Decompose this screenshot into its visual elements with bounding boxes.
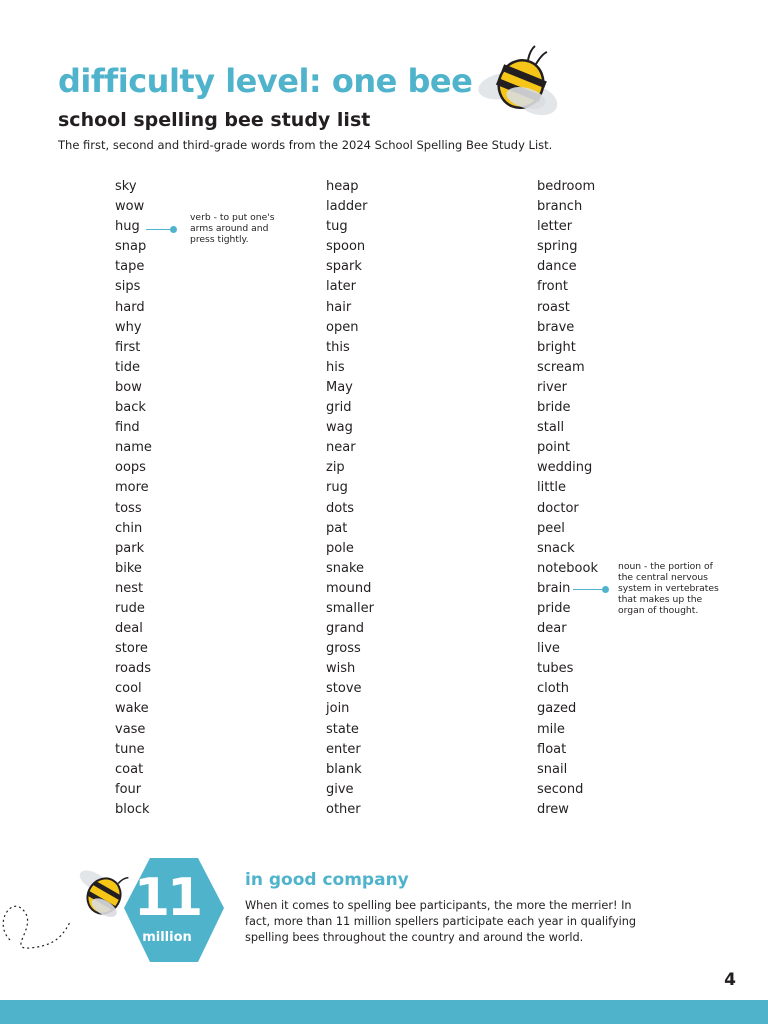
spelling-word: name <box>115 440 152 456</box>
spelling-word: oops <box>115 460 146 476</box>
spelling-word: brave <box>537 319 575 335</box>
spelling-word: park <box>115 540 145 556</box>
spelling-word: gazed <box>537 701 577 717</box>
spelling-word: sky <box>115 179 137 194</box>
spelling-word: coat <box>115 761 144 777</box>
spelling-word: rude <box>115 600 145 616</box>
footer-bar <box>0 1000 768 1024</box>
spelling-word: pride <box>537 600 571 616</box>
connector-dot <box>602 586 609 593</box>
stat-heading: in good company <box>245 870 409 890</box>
spelling-word: doctor <box>537 500 579 516</box>
spelling-word: this <box>326 339 350 355</box>
list-description: The first, second and third-grade words from the 2024 School Spelling Bee Study List. <box>58 138 553 152</box>
spelling-word: snail <box>537 761 568 777</box>
brain-definition-note: noun - the portion of the central nervous system in vertebrates that makes up the organ of thought. <box>618 561 719 616</box>
hug-annotation-connector <box>146 229 174 230</box>
spelling-word: give <box>326 781 354 797</box>
spelling-word: blank <box>326 761 362 777</box>
spelling-word: deal <box>115 621 143 637</box>
spelling-word: brain <box>537 580 571 596</box>
spelling-word: open <box>326 319 359 335</box>
spelling-word: ladder <box>326 199 368 215</box>
spelling-word: vase <box>115 721 146 737</box>
spelling-word: other <box>326 801 361 817</box>
spelling-word: near <box>326 440 356 456</box>
word-column-3 <box>537 177 598 820</box>
spelling-word: wake <box>115 701 149 717</box>
spelling-word: drew <box>537 801 569 817</box>
spelling-word: grand <box>326 621 365 637</box>
spelling-word: rug <box>326 480 348 496</box>
spelling-word: spoon <box>326 239 366 255</box>
spelling-word: snap <box>115 239 147 255</box>
page-title: difficulty level: one bee <box>58 62 473 100</box>
spelling-word: pat <box>326 520 348 536</box>
spelling-word: first <box>115 339 141 355</box>
spelling-word: bedroom <box>537 179 596 194</box>
list-subtitle: school spelling bee study list <box>58 109 371 131</box>
bee-icon <box>476 42 566 122</box>
spelling-word: later <box>326 279 357 295</box>
connector-dot <box>170 226 177 233</box>
spelling-word: cool <box>115 681 142 697</box>
spelling-word: find <box>115 420 140 436</box>
spelling-word: dance <box>537 259 577 275</box>
spelling-word: dear <box>537 621 567 637</box>
spelling-word: heap <box>326 179 359 194</box>
spelling-word: wow <box>115 199 145 215</box>
spelling-word: bow <box>115 379 142 395</box>
spelling-word: hug <box>115 219 140 235</box>
spelling-word: state <box>326 721 359 737</box>
spelling-word: river <box>537 379 567 395</box>
spelling-word: mile <box>537 721 565 737</box>
spelling-word: zip <box>326 460 345 476</box>
spelling-word: more <box>115 480 149 496</box>
spelling-word: smaller <box>326 600 374 616</box>
spelling-word: stall <box>537 420 565 436</box>
spelling-word: second <box>537 781 584 797</box>
spelling-word: tubes <box>537 661 574 677</box>
page-number: 4 <box>724 970 736 990</box>
spelling-word: grid <box>326 400 352 416</box>
spelling-word: back <box>115 400 146 416</box>
spelling-word: cloth <box>537 681 570 697</box>
spelling-word: peel <box>537 520 565 536</box>
spelling-word: float <box>537 741 567 757</box>
spelling-word: join <box>326 701 350 717</box>
spelling-word: stove <box>326 681 362 697</box>
stat-badge <box>0 852 240 972</box>
spelling-word: front <box>537 279 568 295</box>
stat-unit: million <box>142 930 192 945</box>
spelling-word: wag <box>326 420 353 436</box>
spelling-word: snake <box>326 560 365 576</box>
dotted-flight-path-icon <box>3 906 70 948</box>
spelling-word: tune <box>115 741 145 757</box>
spelling-word: scream <box>537 359 585 375</box>
spelling-word: gross <box>326 641 361 657</box>
spelling-word: bright <box>537 339 576 355</box>
stat-number: 11 <box>133 868 201 928</box>
spelling-word: branch <box>537 199 583 215</box>
spelling-word: letter <box>537 219 573 235</box>
spelling-word: bike <box>115 560 142 576</box>
spelling-word: toss <box>115 500 142 516</box>
spelling-word: chin <box>115 520 143 536</box>
spelling-word: mound <box>326 580 372 596</box>
spelling-word: four <box>115 781 142 797</box>
spelling-word: May <box>326 379 353 395</box>
spelling-word: wish <box>326 661 356 677</box>
spelling-word: bride <box>537 400 571 416</box>
spelling-word: why <box>115 319 142 335</box>
spelling-word: tide <box>115 359 140 375</box>
spelling-word: point <box>537 440 571 456</box>
spelling-word: his <box>326 359 345 375</box>
spelling-word: enter <box>326 741 361 757</box>
spelling-word: notebook <box>537 560 598 576</box>
spelling-word: spring <box>537 239 578 255</box>
spelling-word: spark <box>326 259 362 275</box>
spelling-word: dots <box>326 500 355 516</box>
spelling-word: tug <box>326 219 348 235</box>
stat-text: When it comes to spelling bee participants, the more the merrier! In fact, more than 11 million spellers participate each year in qualifying spelling bees throughout the country and around the world. <box>245 899 637 944</box>
spelling-word: sips <box>115 279 141 295</box>
bee-icon-small <box>67 856 135 922</box>
spelling-word: block <box>115 801 150 817</box>
spelling-word: live <box>537 641 560 657</box>
spelling-word: roads <box>115 661 152 677</box>
spelling-word: roast <box>537 299 570 315</box>
spelling-word: snack <box>537 540 575 556</box>
spelling-word: pole <box>326 540 354 556</box>
brain-annotation-connector <box>573 589 606 590</box>
spelling-word: hair <box>326 299 352 315</box>
spelling-word: hard <box>115 299 145 315</box>
hug-definition-note: verb - to put one's arms around and press tightly. <box>190 212 275 245</box>
spelling-word: little <box>537 480 567 496</box>
spelling-word: tape <box>115 259 145 275</box>
spelling-word: nest <box>115 580 144 596</box>
spelling-word: store <box>115 641 148 657</box>
spelling-word: wedding <box>537 460 593 476</box>
word-column-1 <box>115 177 152 820</box>
word-column-2 <box>326 177 374 820</box>
